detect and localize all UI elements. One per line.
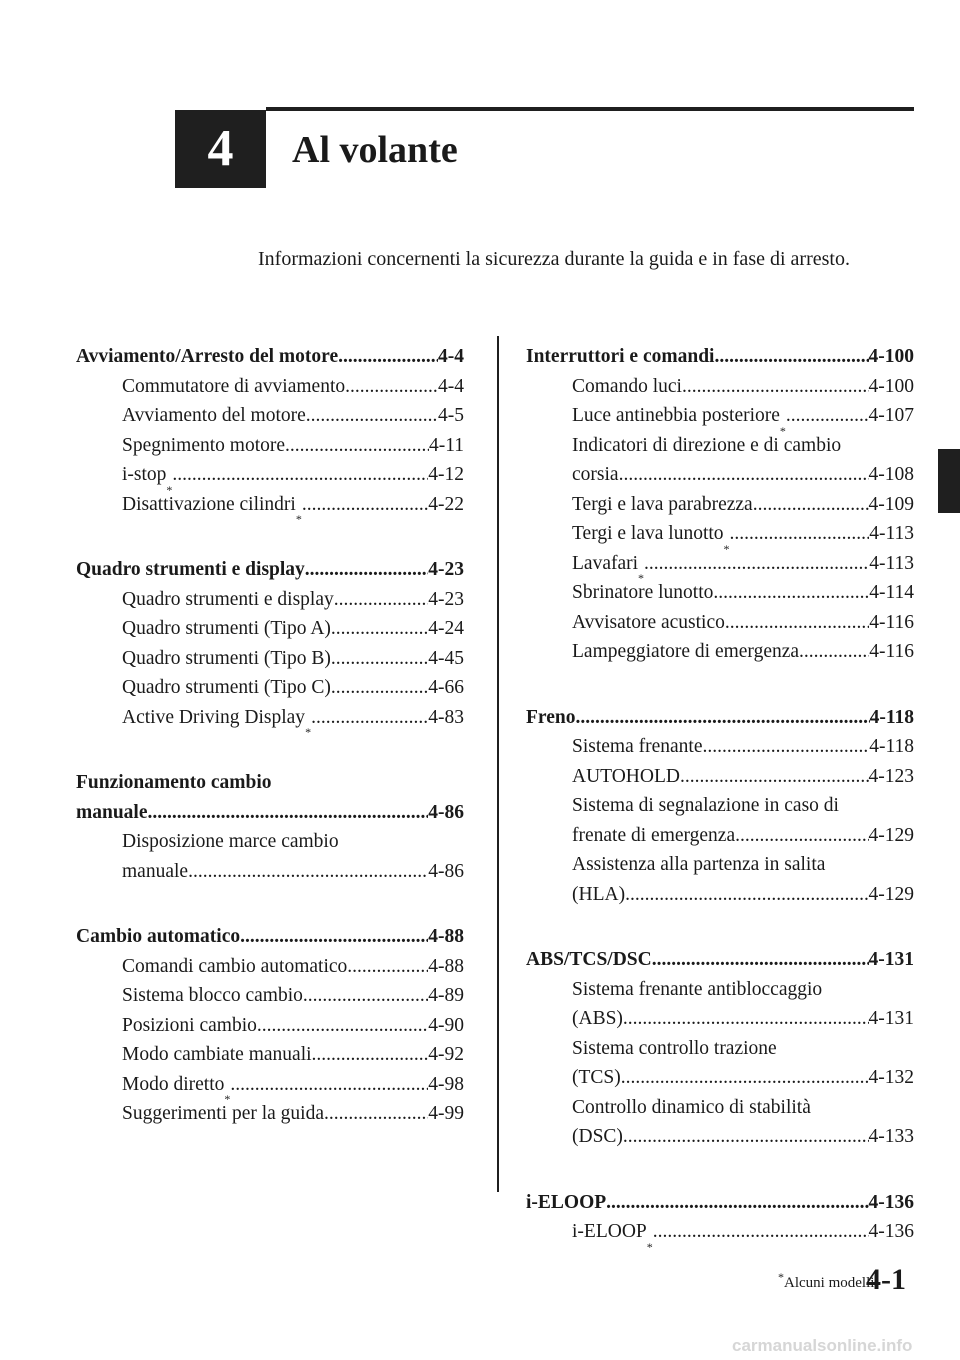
toc-entry[interactable]: i-stop * ..... 4-12 bbox=[76, 460, 464, 490]
toc-entry-label: Modo cambiate manuali bbox=[122, 1044, 312, 1065]
toc-section-title: i-ELOOP bbox=[526, 1191, 607, 1213]
toc-entry-label: Tergi e lava parabrezza bbox=[572, 493, 753, 515]
toc-entry-label: frenate di emergenza bbox=[572, 824, 736, 846]
leader-dots bbox=[240, 922, 428, 952]
leader-dots bbox=[714, 342, 868, 372]
toc-entry-label: i-stop bbox=[122, 464, 167, 485]
toc-entry-page: 4-99 bbox=[428, 1103, 464, 1124]
leader-dots bbox=[331, 614, 428, 644]
leader-dots bbox=[148, 798, 429, 828]
leader-dots bbox=[799, 637, 869, 667]
leader-dots bbox=[625, 880, 868, 910]
toc-entry-page: 4-100 bbox=[868, 375, 914, 397]
toc-section bbox=[76, 922, 464, 1129]
toc-entry[interactable]: Modo diretto * ..... 4-98 bbox=[76, 1070, 464, 1100]
toc-entry-label: Tergi e lava lunotto bbox=[572, 523, 724, 544]
toc-entry-label-line[interactable]: Sistema di segnalazione in caso di bbox=[572, 795, 839, 816]
toc-entry[interactable] bbox=[526, 372, 914, 402]
toc-section-title: Cambio automatico bbox=[76, 926, 241, 947]
toc-entry-page: 4-118 bbox=[869, 736, 914, 757]
toc-entry-page: 4-23 bbox=[428, 588, 464, 610]
toc-entry-page: 4-132 bbox=[868, 1067, 914, 1088]
toc-entry-label: Sistema blocco cambio bbox=[122, 985, 303, 1006]
toc-entry[interactable] bbox=[526, 608, 914, 638]
toc-entry-label: Quadro strumenti (Tipo C) bbox=[122, 677, 331, 698]
toc-entry-page: 4-114 bbox=[869, 582, 914, 603]
toc-section-title: ABS/TCS/DSC bbox=[526, 949, 652, 970]
leader-dots bbox=[312, 1040, 429, 1070]
toc-entry-label: (ABS) bbox=[572, 1008, 623, 1029]
leader-dots bbox=[786, 401, 869, 431]
toc-entry-page: 4-113 bbox=[869, 552, 914, 574]
toc-section-title: Freno bbox=[526, 706, 576, 728]
toc-section-page: 4-118 bbox=[869, 706, 914, 728]
toc-section-heading[interactable] bbox=[526, 1188, 914, 1218]
toc-entry-page: 4-116 bbox=[869, 641, 914, 662]
toc-entry-page: 4-136 bbox=[868, 1221, 914, 1242]
toc-entry-label: corsia bbox=[572, 464, 619, 485]
toc-section-page: 4-100 bbox=[868, 346, 914, 367]
toc-entry-label: Suggerimenti per la guida bbox=[122, 1103, 324, 1124]
toc-entry[interactable]: Tergi e lava lunotto * ..... 4-113 bbox=[526, 519, 914, 549]
leader-dots bbox=[257, 1011, 428, 1041]
toc-entry[interactable]: i-ELOOP * ..... 4-136 bbox=[526, 1217, 914, 1247]
toc-entry[interactable]: Disattivazione cilindri * ..... 4-22 bbox=[76, 490, 464, 520]
toc-entry-page: 4-107 bbox=[868, 405, 914, 426]
leader-dots bbox=[285, 431, 429, 461]
leader-dots bbox=[652, 945, 869, 975]
toc-entry-page: 4-129 bbox=[868, 883, 914, 905]
leader-dots bbox=[753, 490, 869, 520]
toc-entry-label: Avvisatore acustico bbox=[572, 611, 725, 633]
watermark-text: carmanualsonline.info bbox=[732, 1336, 913, 1355]
column-divider bbox=[497, 336, 499, 1192]
toc-entry-label-line[interactable]: Sistema controllo trazione bbox=[572, 1037, 777, 1059]
toc-section-title: Interruttori e comandi bbox=[526, 346, 715, 367]
toc-entry-label-line[interactable]: Sistema frenante antibloccaggio bbox=[572, 978, 823, 1000]
toc-entry[interactable] bbox=[76, 372, 464, 402]
toc-entry[interactable] bbox=[76, 401, 464, 431]
toc-entry-page: 4-116 bbox=[869, 611, 914, 633]
toc-entry-page: 4-109 bbox=[868, 493, 914, 515]
toc-entry-page: 4-113 bbox=[869, 523, 914, 544]
toc-section-heading[interactable] bbox=[526, 703, 914, 733]
footnote bbox=[778, 1270, 879, 1293]
toc-entry-page: 4-133 bbox=[868, 1126, 914, 1147]
toc-section-heading[interactable] bbox=[526, 945, 914, 975]
toc-entry-label: Sbrinatore lunotto bbox=[572, 582, 714, 603]
leader-dots bbox=[623, 1004, 869, 1034]
toc-entry-label: manuale bbox=[122, 860, 189, 882]
toc-entry[interactable] bbox=[526, 732, 914, 762]
leader-dots bbox=[735, 821, 868, 851]
toc-right-column bbox=[526, 342, 914, 1283]
toc-entry-label: Lavafari bbox=[572, 552, 639, 574]
toc-entry[interactable] bbox=[526, 1063, 914, 1093]
leader-dots bbox=[303, 981, 428, 1011]
toc-entry-page: 4-45 bbox=[428, 647, 464, 669]
footnote-text: Alcuni modelli. bbox=[784, 1275, 879, 1291]
leader-dots bbox=[347, 952, 428, 982]
toc-entry-label: Comandi cambio automatico bbox=[122, 955, 348, 977]
toc-entry-label: Sistema frenante bbox=[572, 736, 703, 757]
toc-section bbox=[76, 768, 464, 886]
leader-dots bbox=[324, 1099, 428, 1129]
toc-entry[interactable] bbox=[76, 1040, 464, 1070]
leader-dots bbox=[575, 703, 869, 733]
toc-entry-label: Avviamento del motore bbox=[122, 405, 306, 426]
toc-section-page: 4-136 bbox=[868, 1191, 914, 1213]
leader-dots bbox=[230, 1070, 428, 1100]
toc-entry-page: 4-92 bbox=[428, 1044, 464, 1065]
toc-entry-label: AUTOHOLD bbox=[572, 765, 680, 787]
toc-entry-page: 4-86 bbox=[428, 860, 464, 882]
toc-entry[interactable]: Active Driving Display * ..... 4-83 bbox=[76, 703, 464, 733]
toc-entry-label: Quadro strumenti e display bbox=[122, 588, 334, 610]
toc-entry[interactable]: Lavafari * ..... 4-113 bbox=[526, 549, 914, 579]
toc-entry-label: Modo diretto bbox=[122, 1073, 225, 1095]
leader-dots bbox=[644, 549, 869, 579]
leader-dots bbox=[725, 608, 869, 638]
footnote-star: * bbox=[778, 1270, 784, 1284]
toc-entry-page: 4-89 bbox=[428, 985, 464, 1006]
toc-section-title: Avviamento/Arresto del motore bbox=[76, 346, 339, 367]
toc-entry-page: 4-22 bbox=[428, 493, 464, 515]
leader-dots bbox=[188, 857, 428, 887]
toc-section-title: Quadro strumenti e display bbox=[76, 559, 305, 580]
toc-entry[interactable] bbox=[526, 880, 914, 910]
toc-entry-label: (HLA) bbox=[572, 883, 626, 905]
toc-entry-page: 4-123 bbox=[868, 765, 914, 787]
toc-entry-label: Lampeggiatore di emergenza bbox=[572, 641, 800, 662]
leader-dots bbox=[331, 644, 428, 674]
toc-section-page: 4-88 bbox=[428, 926, 464, 947]
toc-entry-label-line[interactable]: Disposizione marce cambio bbox=[122, 831, 339, 852]
toc-entry-label: Quadro strumenti (Tipo A) bbox=[122, 618, 331, 639]
toc-entry[interactable] bbox=[526, 578, 914, 608]
toc-section-title-line[interactable]: Funzionamento cambio bbox=[76, 772, 272, 793]
toc-section-page: 4-86 bbox=[428, 801, 464, 823]
toc-entry-page: 4-83 bbox=[428, 706, 464, 728]
toc-entry[interactable] bbox=[76, 673, 464, 703]
toc-entry-page: 4-4 bbox=[438, 375, 464, 397]
leader-dots bbox=[713, 578, 869, 608]
leader-dots bbox=[680, 762, 869, 792]
leader-dots bbox=[334, 585, 429, 615]
toc-entry[interactable] bbox=[526, 637, 914, 667]
toc-section-title: manuale bbox=[76, 801, 148, 823]
leader-dots bbox=[606, 1188, 868, 1218]
toc-left-column bbox=[76, 342, 464, 1165]
toc-entry-label: Comando luci bbox=[572, 375, 682, 397]
chapter-thumb-tab bbox=[938, 449, 960, 513]
toc-entry-label: Luce antinebbia posteriore bbox=[572, 405, 780, 426]
toc-entry[interactable] bbox=[526, 1122, 914, 1152]
toc-entry-page: 4-24 bbox=[428, 618, 464, 639]
toc-section-heading[interactable] bbox=[76, 555, 464, 585]
toc-entry[interactable] bbox=[76, 857, 464, 887]
toc-entry[interactable] bbox=[526, 1004, 914, 1034]
leader-dots bbox=[338, 342, 438, 372]
toc-entry-page: 4-5 bbox=[438, 405, 464, 426]
toc-entry-label: Quadro strumenti (Tipo B) bbox=[122, 647, 331, 669]
toc-entry-page: 4-88 bbox=[428, 955, 464, 977]
toc-entry-label: Posizioni cambio bbox=[122, 1014, 257, 1036]
toc-entry-page: 4-98 bbox=[428, 1073, 464, 1095]
toc-entry[interactable] bbox=[76, 614, 464, 644]
toc-entry-label-line[interactable]: Assistenza alla partenza in salita bbox=[572, 854, 826, 875]
leader-dots bbox=[619, 460, 869, 490]
toc-section bbox=[76, 342, 464, 526]
leader-dots bbox=[172, 460, 428, 490]
toc-entry[interactable] bbox=[76, 431, 464, 461]
leader-dots bbox=[682, 372, 869, 402]
toc-entry[interactable] bbox=[76, 585, 464, 615]
toc-section-heading[interactable] bbox=[76, 922, 464, 952]
toc-entry[interactable] bbox=[526, 460, 914, 490]
toc-section bbox=[76, 555, 464, 739]
toc-entry[interactable] bbox=[76, 952, 464, 982]
toc-entry-label: i-ELOOP bbox=[572, 1221, 647, 1242]
toc-entry[interactable] bbox=[526, 490, 914, 520]
toc-entry-page: 4-90 bbox=[428, 1014, 464, 1036]
toc-entry-label: Active Driving Display bbox=[122, 706, 306, 728]
leader-dots bbox=[623, 1122, 869, 1152]
toc-entry-page: 4-11 bbox=[428, 434, 464, 456]
toc-section-heading[interactable] bbox=[526, 342, 914, 372]
toc-entry[interactable]: Luce antinebbia posteriore * ..... 4-107 bbox=[526, 401, 914, 431]
toc-entry[interactable] bbox=[526, 762, 914, 792]
toc-entry-label: (DSC) bbox=[572, 1126, 623, 1147]
toc-section bbox=[526, 342, 914, 667]
chapter-title: Al volante bbox=[292, 129, 458, 171]
toc-entry[interactable] bbox=[76, 981, 464, 1011]
leader-dots bbox=[730, 519, 870, 549]
toc-entry-label: Commutatore di avviamento bbox=[122, 375, 346, 397]
toc-section-page: 4-23 bbox=[428, 559, 464, 580]
toc-entry-label: (TCS) bbox=[572, 1067, 621, 1088]
toc-section-heading[interactable] bbox=[76, 342, 464, 372]
chapter-intro: Informazioni concernenti la sicurezza durante la guida e in fase di arresto. bbox=[258, 248, 850, 270]
toc-entry-page: 4-131 bbox=[868, 1008, 914, 1029]
toc-section bbox=[526, 945, 914, 1152]
toc-entry-label: Spegnimento motore bbox=[122, 434, 286, 456]
chapter-number-box: 4 bbox=[175, 110, 266, 188]
toc-entry-page: 4-129 bbox=[868, 824, 914, 846]
toc-entry[interactable] bbox=[526, 821, 914, 851]
toc-entry[interactable] bbox=[76, 1011, 464, 1041]
leader-dots bbox=[302, 490, 428, 520]
toc-entry[interactable] bbox=[76, 644, 464, 674]
leader-dots bbox=[653, 1217, 869, 1247]
toc-entry-label-line[interactable]: Controllo dinamico di stabilità bbox=[572, 1096, 811, 1118]
leader-dots bbox=[331, 673, 428, 703]
toc-entry[interactable] bbox=[76, 1099, 464, 1129]
toc-entry-label: Disattivazione cilindri bbox=[122, 493, 296, 515]
toc-section-page: 4-4 bbox=[438, 346, 464, 367]
toc-entry-label-line[interactable]: Indicatori di direzione e di cambio bbox=[572, 434, 842, 456]
toc-entry-page: 4-12 bbox=[428, 464, 464, 485]
leader-dots bbox=[306, 401, 438, 431]
leader-dots bbox=[621, 1063, 869, 1093]
leader-dots bbox=[311, 703, 428, 733]
toc-entry-page: 4-108 bbox=[868, 464, 914, 485]
toc-section-page: 4-131 bbox=[868, 949, 914, 970]
page-number: 4-1 bbox=[866, 1263, 906, 1296]
leader-dots bbox=[305, 555, 428, 585]
toc-section bbox=[526, 703, 914, 910]
leader-dots bbox=[703, 732, 870, 762]
toc-section bbox=[526, 1188, 914, 1254]
chapter-header-rule bbox=[266, 107, 914, 111]
toc-entry-page: 4-66 bbox=[428, 677, 464, 698]
leader-dots bbox=[345, 372, 438, 402]
toc-section-heading[interactable] bbox=[76, 798, 464, 828]
